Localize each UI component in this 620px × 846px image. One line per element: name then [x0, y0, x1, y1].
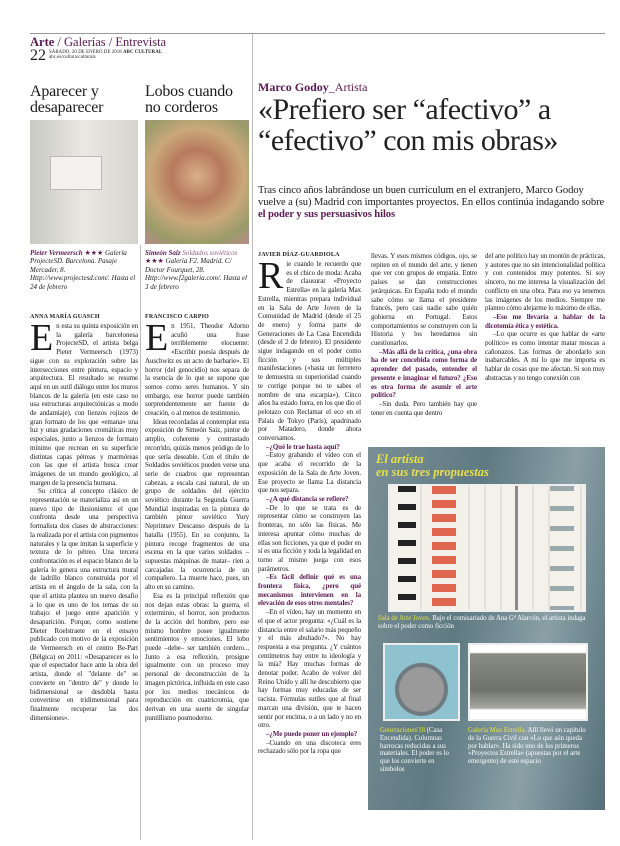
paragraph-text: –Sin duda. Pero también hay que tener en cuenta que dentro — [371, 399, 477, 417]
interview-paragraph — [258, 608, 361, 730]
page-number: 22 — [30, 47, 46, 64]
interview-headline: «Prefiero ser “afectivo” a “efectivo” con mis obras» — [258, 93, 558, 157]
interview-column-2 — [371, 252, 477, 417]
portrait-painting — [145, 120, 249, 244]
box-title: El artista en sus tres propuestas — [376, 452, 489, 479]
caption: Sala de Arte Joven. Bajo el comisariado de Ana Gª Alarcón, el artista indaga sobre el poder como ficción — [378, 615, 586, 630]
interview-paragraph — [485, 330, 605, 382]
interview-paragraph — [485, 252, 605, 313]
paragraph-text: –Es fácil definir qué es una frontera física, ¿pero qué mecanismos intervienen en la elevación de esos otros mentales? — [258, 573, 361, 608]
header-rule — [30, 33, 605, 34]
interview-paragraph — [371, 252, 477, 348]
review-body: En 1951, Theodor Adorno acuñó una frase terriblemente elocuente: «Escribir poesía después de Auschwitz es un acto de barbarie». El horror (del genocidio) nos separa de la esencia de lo que se supone que somos como seres humanos. Y sin embargo, ese horror puede también sorprendentemente ser fuente de creación, o al menos de testimonio. Ideas recordadas al contemplar esta exposición de Simeón Saiz, pintor de amplio, coherente y contrastado recorrido, quizás menos pródigo de lo que sería deseable. Con el título de Soldados soviéticos pueden verse una serie de cuadros que representan cabezas, a escala casi natural, de un grupo de soldados del ejército soviético durante la Segunda Guerra Mundial inspiradas en la pintura de también pintor soviético Yury Neprintsev Descanso después de la batalla (1955). En su conjunto, la pintura recoge fragmentos de una escena en la que varios soldados –supuestas máquinas de matar– ríen a carcajadas la ocurrencia de un compañero. La muerte hace, pues, un alto en su camino. Esa es la principal reflexión que nos dejan estas obras: la guerra, el exterminio, el horror, son productos de la acción del hombre, pero ese mismo hombre posee igualmente sentimientos y emociones. El lobo puede –debe– ser también cordero... Junto a esa reflexión, prosigue igualmente con un proceso muy personal de deconstrucción de la imagen pictórica, influida en este caso por los medios mecánicos de reproducción en cuatricromía, que derivan en una suerte de singular puntillismo posmoderno. — [145, 317, 250, 722]
paragraph-text: –Estoy grabando el vídeo con el que acaba el recorrido de la exposición de la Sala de Arte Joven. Ese proyecto se llama La distancia que nos separa. — [258, 451, 361, 495]
review-title: Lobos cuando no corderos — [145, 83, 233, 116]
paragraph-text: llevas. Y esos mismos códigos, ojo, se repiten en el mundo del arte, y tienen que ver con grupos de empatía. Entre países se dan construcciones jerárquicas. En España todo el mundo sabe cómo se llama el presidente francés, pero casi nadie sabe quién gobierna en Portugal. Estos comportamientos se construyen con la Historia y los heredamos sin cuestionarlos. — [371, 252, 477, 348]
interview-kicker: Marco Godoy_Artista — [258, 80, 368, 94]
stone-relief-photo — [468, 643, 588, 721]
paragraph-text: –Eso me llevaría a hablar de la dicotomía ética y estética. — [485, 312, 605, 330]
byline: JAVIER DÍAZ-GUARDIOLA — [258, 252, 340, 258]
interview-question — [371, 348, 477, 400]
review-title: Aparecer y desaparecer — [30, 83, 104, 116]
column-divider — [252, 34, 253, 840]
sculpture-photo — [388, 484, 586, 612]
paragraph-text: –¿Me puede poner un ejemplo? — [266, 729, 358, 738]
review-body: En esta su quinta exposición en la galería barcelonesa ProjecteSD, el artista belga Pieter Vermeersch (1973) sigue con su exploración sobre las intersecciones entre pintura, espacio y arquitectura. El resultado se resume aquí en un sutil diálogo entre los muros blancos de la galería (en este caso no usa estructuras arquitectónicas a modo de andamiaje), con lienzos rojizos de gran formato de los que «emana» una luz y unas gradaciones cromáticas muy especiales, junto a lienzos de formato mínimo que recrean en su superficie distintas capas pétreas y marmóreas con las que el artista busca crear imágenes de un mundo geológico, al margen de la presencia humana. Su crítica al concepto clásico de representación se materializa así en un nuevo tipo de ilusionismo: el que confronta desde una perspectiva formalista dos clases de abstracciones: la realizada por el artista con pigmentos naturales y la que imitan la superficie y textura de lo pétreo. Una tercera confrontación es el espacio blanco de la galería lo genera una estructura mural de ladrillo blanco construida por el artista en el ángulo de la sala, con la que el artista plantea un nuevo desafío a lo que es uno de los temas de su trabajo: el juego entre aparición y desaparición. Porque, como sostiene Dieter Roelstraete en el ensayo publicado con motivo de la exposición de Vermeersch en el centro Be-Part (Bélgica) en 2011: «Desaparecer es lo que el espectador hace ante la obra del artista, donde el "delante de" se convierte en "dentro de" y donde lo bidimensional se desdobla hasta convertirse en tridimensional para finalmente recuperar las dos dimensiones». — [30, 317, 138, 722]
caption: Galería Max Estrella. Allí llevó un capítulo de la Guerra Civil con «Lo que aún queda por hablar». Ha sido uno de los primeros «Proyectos Estrella» (apuestas por el arte emergente) de este espacio — [468, 727, 586, 766]
paragraph-text: –Más allá de la crítica, ¿una obra ha de ser concebida como forma de aprender del pasado, entender el presente e imaginar el futuro? ¿Eso es otra forma de asumir el arte político? — [371, 347, 477, 400]
gallery-photo — [30, 120, 138, 244]
interview-deck: Tras cinco años labrándose un buen currículum en el extranjero, Marco Godoy vuelve a (su) Madrid con importantes proyectos. En ellos continúa indagando sobre el poder y sus persuasivos hilos — [258, 185, 605, 220]
section-header: Arte / Galerías / Entrevista — [30, 35, 167, 49]
interview-question — [258, 495, 361, 504]
interview-question — [258, 730, 361, 739]
interview-column-3 — [485, 252, 605, 383]
review-info: Pieter Vermeersch ★★★ Galería ProjecteSD. Barcelona. Pasaje Mercader, 8. Http://www.projectesd.com/. Hasta el 24 de febrero — [30, 249, 136, 291]
drop-cap: E — [145, 317, 169, 359]
interview-question — [258, 443, 361, 452]
interview-paragraph — [258, 739, 361, 756]
artist-proposals-box — [368, 447, 605, 810]
byline: FRANCISCO CARPIO — [145, 314, 210, 320]
paragraph-text: –De lo que se trata es de representar cómo se construyen las fronteras, no sólo las físicas. Me interesa apuntar cómo muchas de ellas son ficciones, ya que el poder en sí es una ficción y toda la legalidad en torno al mismo juega con esos parámetros. — [258, 503, 361, 573]
interview-paragraph — [258, 504, 361, 574]
drop-cap: E — [30, 317, 54, 359]
caption: Generaciones'18 (Casa Encendida). Columnas barrocas reducidas a sus materiales. El poder es lo que los convierte en símbolos — [380, 727, 449, 773]
interview-question — [258, 573, 361, 608]
interview-question — [485, 313, 605, 330]
paragraph-text: del arte político hay un montón de prácticas, y autores que no sin intencionalidad política y con contenidos muy potentes. Si soy sincero, no me interesa la visualización del conflicto en una obra. Para eso ya tenemos las imágenes de los medios. Siempre me planteo cómo alejarme lo máximo de ellas. — [485, 252, 605, 313]
column-sculpture-photo — [383, 643, 460, 721]
paragraph-text: ie cuando le recuerdo que es el chico de moda: Acaba de clausurar «Proyecto Estrella» en la galería Max Estrella, mientras prepara individual en la Sala de Arte Joven de la Comunidad de Madrid (desde el 25 de enero) y forma parte de Generaciones de La Casa Encendida (desde el 2 de febrero). El presidente sigue indagando en el poder como ficción y sus múltiples manifestaciones («hasta un ferretero te demuestra su superioridad cuando te corrige porque no te sabes el nombre de una escarpia»). Cinco años ha estado fuera, en los que dio el pelotazo con Reclamar el eco en el Palais de Tokyo (París), apadrinado por Matadero, donde ahora conversamos. — [258, 260, 361, 443]
paragraph-text: –Cuando en una discoteca eres rechazado sólo por la ropa que — [258, 738, 361, 756]
dateline: SÁBADO, 20 DE ENERO DE 2018 ABC CULTURAL abc.es/cultura/culturals — [49, 50, 163, 61]
review-info: Simeón Saiz Soldados soviéticos ★★★ Galería F2. Madrid. C/ Doctor Fourquet, 28. Http://www.f2galeria.com/. Hasta el 3 de febrero — [145, 249, 247, 291]
paragraph-text: –En el vídeo, hay un momento en el que el actor pregunta: «¿Cuál es la distancia entre el salario más pequeño y el más abultado?». No hay respuesta a esa pregunta. ¿Y cuántos centímetros hay entre tu ideología y la mía? Hay muchas formas de denotar poder. Acabo de volver del Reino Unido y allí he descubierto que hay formas muy educadas de ser racista. Fórmulas sutiles que al final marcan una división, que te hacen sentir por encima, o a un lado y no en otro. — [258, 608, 361, 730]
paragraph-text: –Lo que ocurre es que hablar de «arte político» es como intentar matar moscas a cañonazos. Las formas de abordarlo son inabarcables. A mí lo que me importa es hablar de cosas que me afectan. Si son muy abstractas y no tengo conexión con — [485, 330, 605, 382]
paragraph-text: –¿A qué distancia se refiere? — [266, 494, 349, 503]
drop-cap: R — [258, 255, 284, 297]
interview-paragraph — [258, 451, 361, 495]
interview-paragraph — [371, 400, 477, 417]
artwork-image — [50, 156, 102, 190]
byline: ANNA MARÍA GUASCH — [30, 314, 100, 320]
paragraph-text: –¿Qué le trae hasta aquí? — [266, 442, 340, 451]
column-divider — [140, 245, 141, 840]
